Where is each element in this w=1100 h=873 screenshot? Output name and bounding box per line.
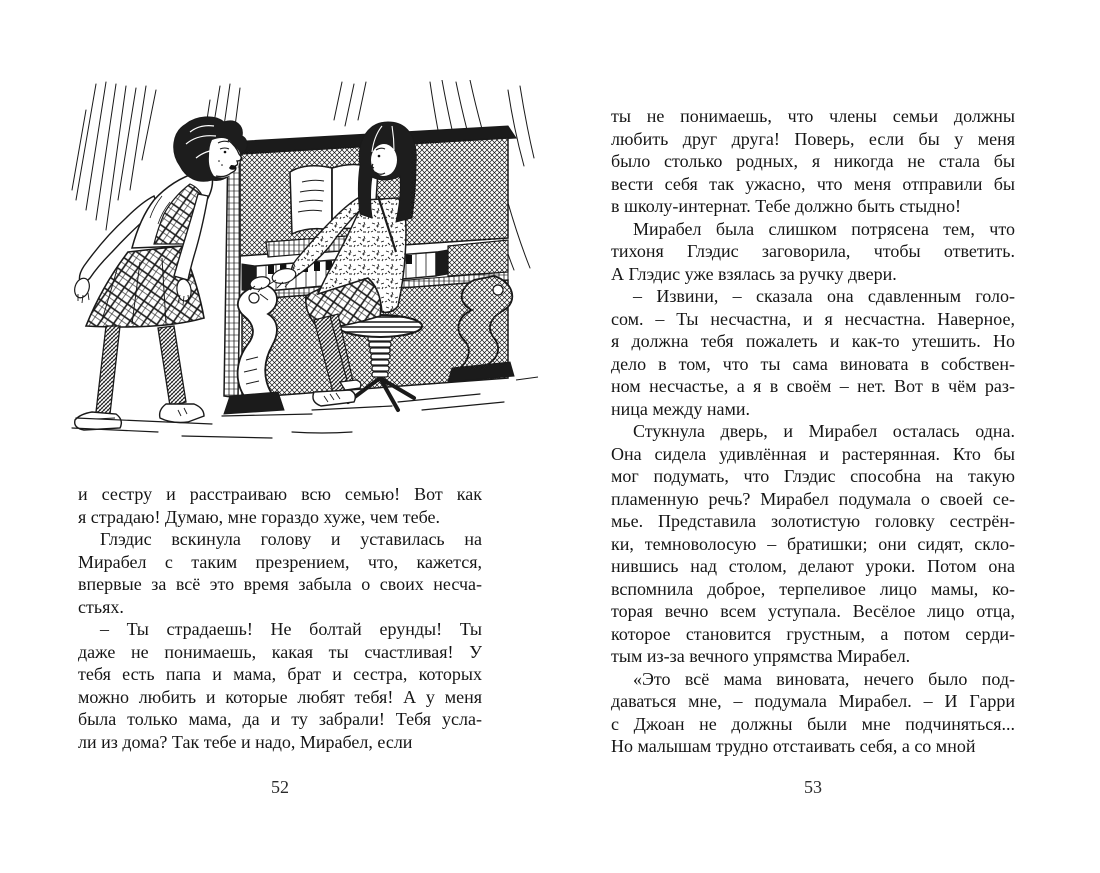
right-page-number: 53 (804, 777, 822, 797)
standing-girl-shoe-near (160, 404, 204, 423)
book-illustration (62, 80, 540, 440)
left-page-text (78, 483, 482, 753)
text-line: можно любить и которые любят тебя! А у меня (78, 686, 482, 707)
text-line: даваться мне, – подумала Мирабел. – И Гарри (611, 691, 1015, 711)
text-line: была только мама, да и ту забрали! Тебя усла- (78, 709, 482, 729)
keyboard-cheek-right (436, 250, 448, 276)
text-line: «Это всё мама виновата, нечего было под- (633, 668, 1015, 689)
text-line: в школу-интернат. Тебе должно быть стыдно! (611, 196, 961, 216)
text-line: нившись над столом, делают уроки. Потом она (611, 556, 1015, 576)
text-line: Глэдис вскинула голову и уставилась на (100, 529, 482, 549)
text-line: я должна тебя пожалеть и как-то утешить. Но (611, 331, 1015, 351)
piano-right-top (448, 240, 508, 276)
text-line: ты не понимаешь, что члены семьи должны (611, 106, 1015, 126)
text-line: Стукнула дверь, и Мирабел осталась одна. (633, 421, 1015, 441)
floor-strokes (72, 394, 504, 440)
standing-girl-leg-far (96, 326, 120, 414)
text-line: я страдаю! Думаю, мне гораздо хуже, чем тебе. (78, 506, 441, 527)
text-line: Мирабел была слишком потрясена тем, что (633, 218, 1015, 239)
text-line: Она сидела удивлённая и растерянная. Кто бы (611, 443, 1015, 464)
text-line: ном несчастье, а я в своём – нет. Вот в чём раз- (611, 376, 1015, 396)
text-line: мье. Представила золотистую головку сестрён- (611, 511, 1015, 531)
text-line: А Глэдис уже взялась за ручку двери. (611, 263, 897, 284)
text-line: тым из-за вечного упрямства Мирабел. (611, 646, 911, 666)
text-line: ница между нами. (611, 398, 751, 419)
text-line: дело в том, что ты сама виновата в собствен- (611, 353, 1015, 374)
text-line: – Ты страдаешь! Не болтай ерунды! Ты (100, 619, 482, 639)
left-page-number: 52 (271, 777, 289, 797)
text-line: Мирабел с таким презрением, что, кажется, (78, 551, 482, 572)
text-line: ки, темноволосую – братишки; они сидят, скло- (611, 533, 1015, 554)
text-line: даже не понимаешь, какая ты счастливая! У (78, 641, 482, 662)
text-line: мог подумать, что Глэдис способна на такую (611, 466, 1015, 486)
standing-girl (72, 117, 247, 430)
text-line: – Извини, – сказала она сдавленным голо- (633, 286, 1015, 306)
text-line: пламенную речь? Мирабел подумала о своей се- (611, 488, 1015, 509)
standing-girl-shoe-far (75, 412, 122, 430)
right-page-text (611, 105, 1015, 758)
text-line: вспомнила доброе, терпеливое лицо мамы, ко- (611, 578, 1015, 599)
text-line: любить друг друга! Поверь, если бы у меня (611, 128, 1015, 149)
text-line: впервые за всё это время забыла о своих несча- (78, 574, 482, 594)
text-line: и сестру и расстраиваю всю семью! Вот как (78, 484, 482, 504)
text-line: Но малышам трудно отстаивать себя, а со мной (611, 736, 976, 756)
text-line: торая вечно всем уступала. Весёлое лицо отца, (611, 601, 1015, 621)
text-line: было столько родных, я никогда не стала бы (611, 151, 1015, 171)
text-line: стьях. (78, 596, 124, 617)
standing-girl-leg-near (158, 326, 186, 406)
text-line: с Джоан не должны были мне подчиняться... (611, 713, 1015, 734)
text-line: сом. – Ты несчастна, и я несчастна. Наверное, (611, 308, 1015, 329)
text-line: которое становится грустным, а потом серди- (611, 623, 1015, 644)
text-line: тебя есть папа и мама, брат и сестра, которых (78, 664, 482, 684)
text-line: вести себя так ужасно, что меня отправили бы (611, 173, 1015, 194)
text-line: тихоня Глэдис заговорила, чтобы ответить. (611, 241, 1015, 261)
text-line: ли из дома? Так тебе и надо, Мирабел, если (78, 731, 413, 752)
